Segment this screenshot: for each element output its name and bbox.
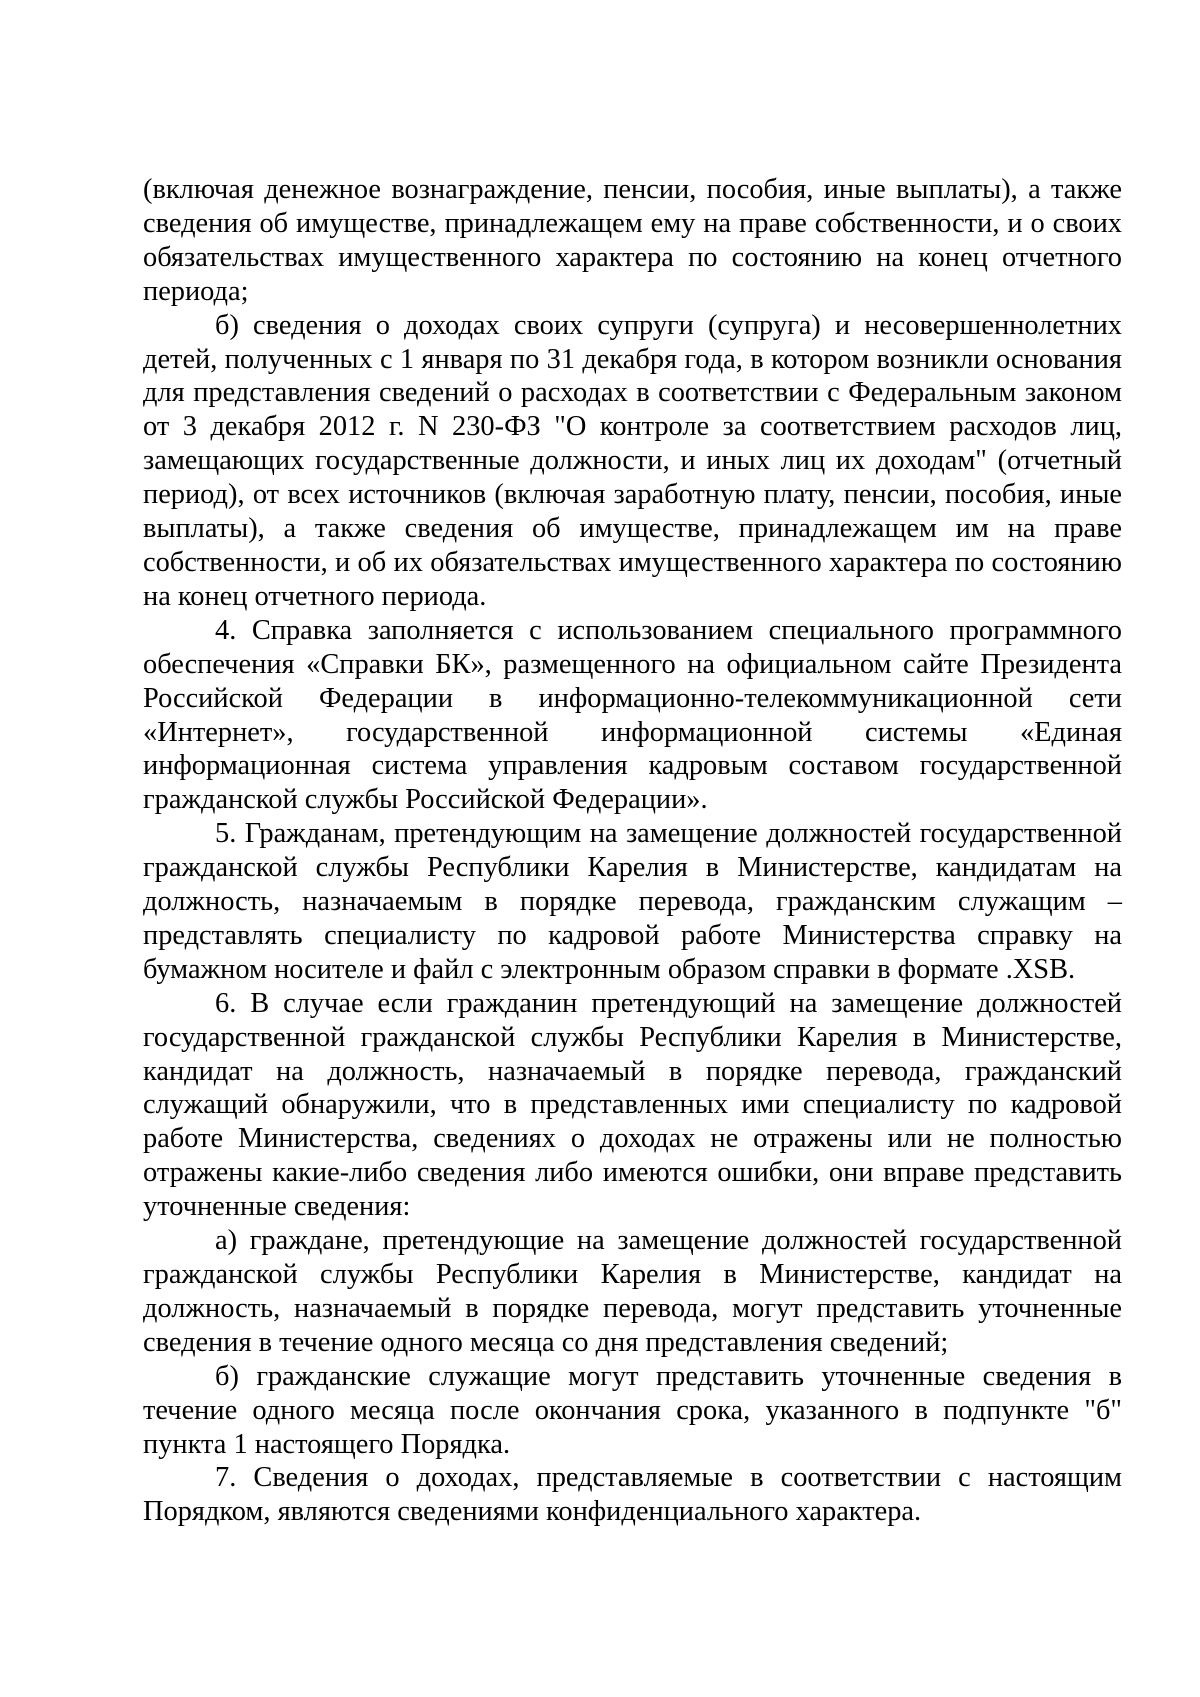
paragraph-3b-family-income: б) сведения о доходах своих супруги (супруга) и несовершеннолетних детей, полученных с 1 января по 31 декабря года, в котором возникли основания для представления сведений о расходах в соответствии с Федеральным законом от 3 декабря 2012 г. N 230-ФЗ "О контроле за соответствием расходов лиц, замещающих государственные должности, и иных лиц их доходам" (отчетный период), от всех источников (включая заработную плату, пенсии, пособия, иные выплаты), а также сведения об имуществе, принадлежащем им на праве собственности, и об их обязательствах имущественного характера по состоянию на конец отчетного периода.: [143, 309, 1122, 612]
paragraph-continuation: (включая денежное вознаграждение, пенсии, пособия, иные выплаты), а также сведения об имуществе, принадлежащем ему на праве собственности, и о своих обязательствах имущественного характера по состоянию на конец отчетного периода;: [143, 174, 1122, 307]
paragraph-4-software: 4. Справка заполняется с использованием специального программного обеспечения «Справки БК», размещенного на официальном сайте Президента Российской Федерации в информационно-телекоммуникационной сети «Интернет», государственной информационной системы «Единая информационная система управления кадровым составом государственной гражданской службы Российской Федерации».: [143, 614, 1122, 816]
paragraph-7-confidentiality: 7. Сведения о доходах, представляемые в соответствии с настоящим Порядком, являются сведениями конфиденциального характера.: [143, 1462, 1122, 1528]
paragraph-6b-civil-servants: б) гражданские служащие могут представить уточненные сведения в течение одного месяца после окончания срока, указанного в подпункте "б" пункта 1 настоящего Порядка.: [143, 1360, 1122, 1460]
paragraph-5-submission: 5. Гражданам, претендующим на замещение должностей государственной гражданской службы Республики Карелия в Министерстве, кандидатам на должность, назначаемым в порядке перевода, гражданским служащим – представлять специалисту по кадровой работе Министерства справку на бумажном носителе и файл с электронным образом справки в формате .XSB.: [143, 818, 1122, 985]
paragraph-6-corrections: 6. В случае если гражданин претендующий на замещение должностей государственной гражданской службы Республики Карелия в Министерстве, кандидат на должность, назначаемый в порядке перевода, гражданский служащий обнаружили, что в представленных ими специалисту по кадровой работе Министерства, сведениях о доходах не отражены или не полностью отражены какие-либо сведения либо имеются ошибки, они вправе представить уточненные сведения:: [143, 987, 1122, 1223]
document-body: [143, 173, 1122, 1529]
paragraph-6a-citizens: а) граждане, претендующие на замещение должностей государственной гражданской службы Республики Карелия в Министерстве, кандидат на должность, назначаемый в порядке перевода, могут представить уточненные сведения в течение одного месяца со дня представления сведений;: [143, 1225, 1122, 1358]
